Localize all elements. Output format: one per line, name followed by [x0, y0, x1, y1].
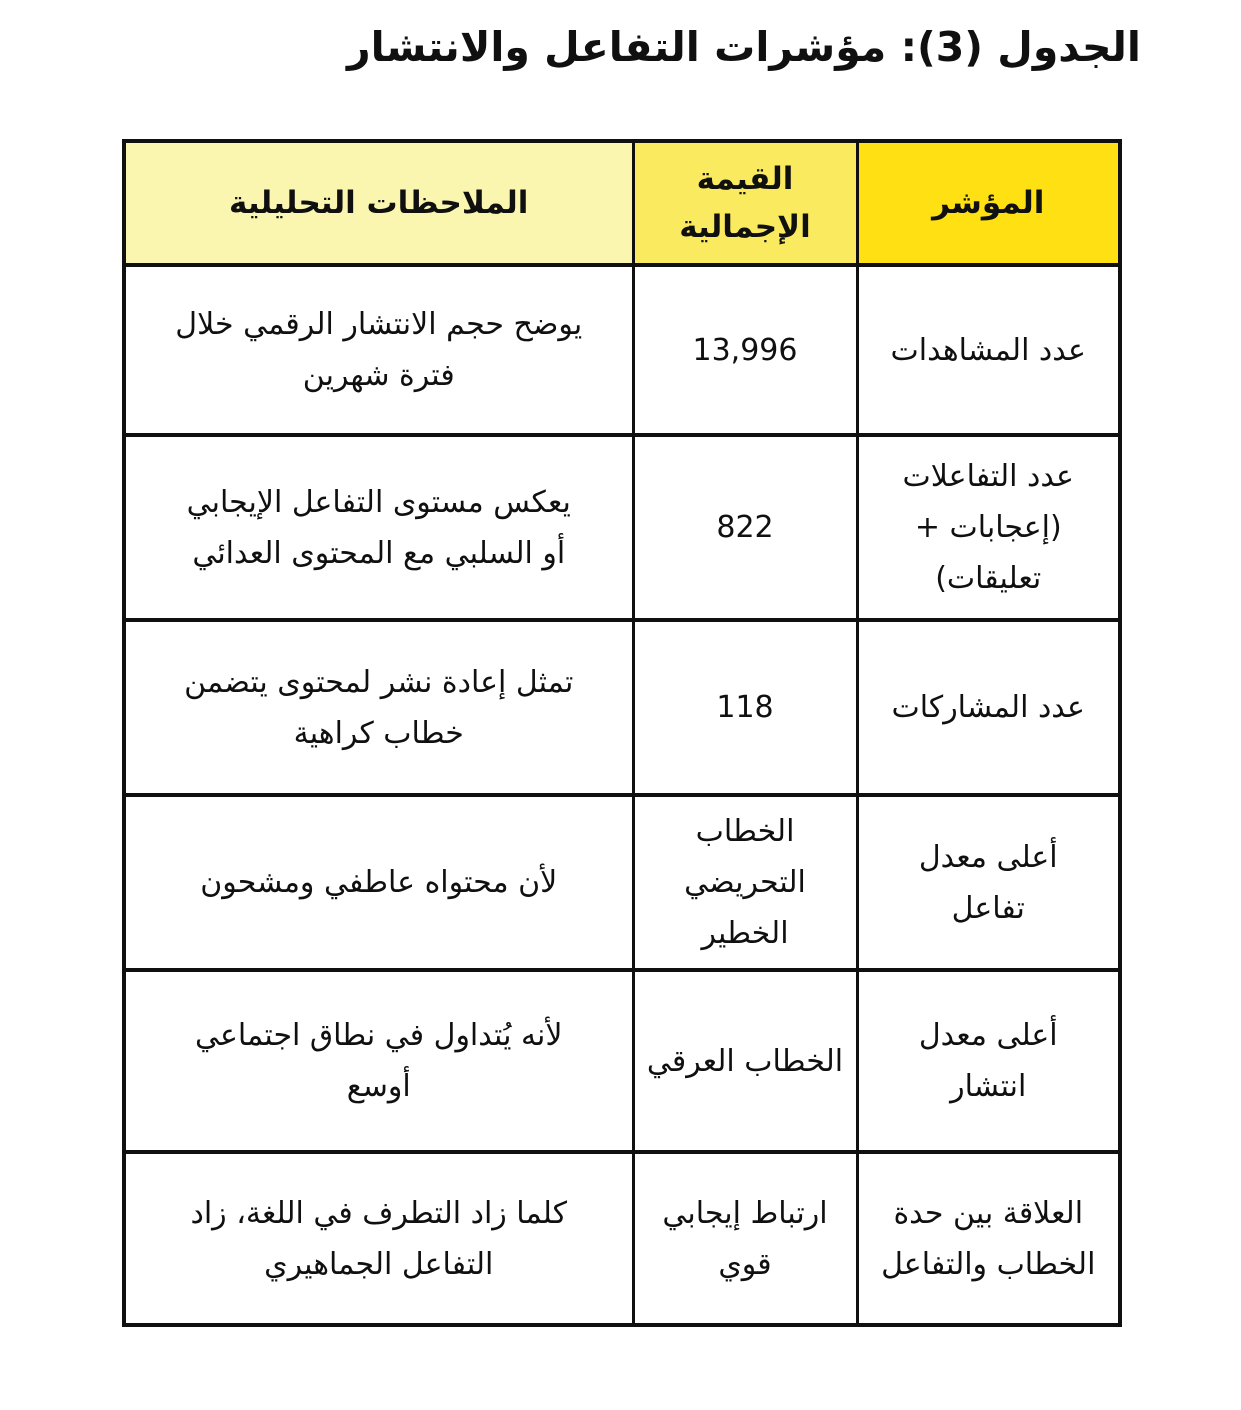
notes-cell: يعكس مستوى التفاعل الإيجابي أو السلبي مع المحتوى العدائي — [124, 435, 633, 620]
indicator-cell: عدد التفاعلات (إعجابات + تعليقات) — [857, 435, 1120, 620]
indicator-cell: عدد المشاركات — [857, 620, 1120, 795]
table-row — [124, 620, 1120, 795]
value-cell: 822 — [633, 435, 857, 620]
value-cell: 13,996 — [633, 265, 857, 435]
notes-cell: يوضح حجم الانتشار الرقمي خلال فترة شهرين — [124, 265, 633, 435]
interaction-spread-table — [122, 139, 1122, 1327]
notes-cell: كلما زاد التطرف في اللغة، زاد التفاعل الجماهيري — [124, 1152, 633, 1325]
value-cell: ارتباط إيجابي قوي — [633, 1152, 857, 1325]
table-row — [124, 1152, 1120, 1325]
table-header-row — [124, 141, 1120, 265]
indicator-cell: أعلى معدل تفاعل — [857, 795, 1120, 970]
value-cell: الخطاب العرقي — [633, 970, 857, 1152]
header-cell-total-value: القيمة الإجمالية — [633, 141, 857, 265]
table-row — [124, 795, 1120, 970]
notes-cell: تمثل إعادة نشر لمحتوى يتضمن خطاب كراهية — [124, 620, 633, 795]
indicator-cell: عدد المشاهدات — [857, 265, 1120, 435]
header-cell-analytical-notes: الملاحظات التحليلية — [124, 141, 633, 265]
table-row — [124, 265, 1120, 435]
indicator-cell: العلاقة بين حدة الخطاب والتفاعل — [857, 1152, 1120, 1325]
indicator-cell: أعلى معدل انتشار — [857, 970, 1120, 1152]
header-cell-indicator: المؤشر — [857, 141, 1120, 265]
value-cell: الخطاب التحريضي الخطير — [633, 795, 857, 970]
notes-cell: لأنه يُتداول في نطاق اجتماعي أوسع — [124, 970, 633, 1152]
table-row — [124, 435, 1120, 620]
notes-cell: لأن محتواه عاطفي ومشحون — [124, 795, 633, 970]
table-title: الجدول (3): مؤشرات التفاعل والانتشار — [346, 23, 1141, 71]
value-cell: 118 — [633, 620, 857, 795]
table-row — [124, 970, 1120, 1152]
page — [0, 18, 1241, 1327]
